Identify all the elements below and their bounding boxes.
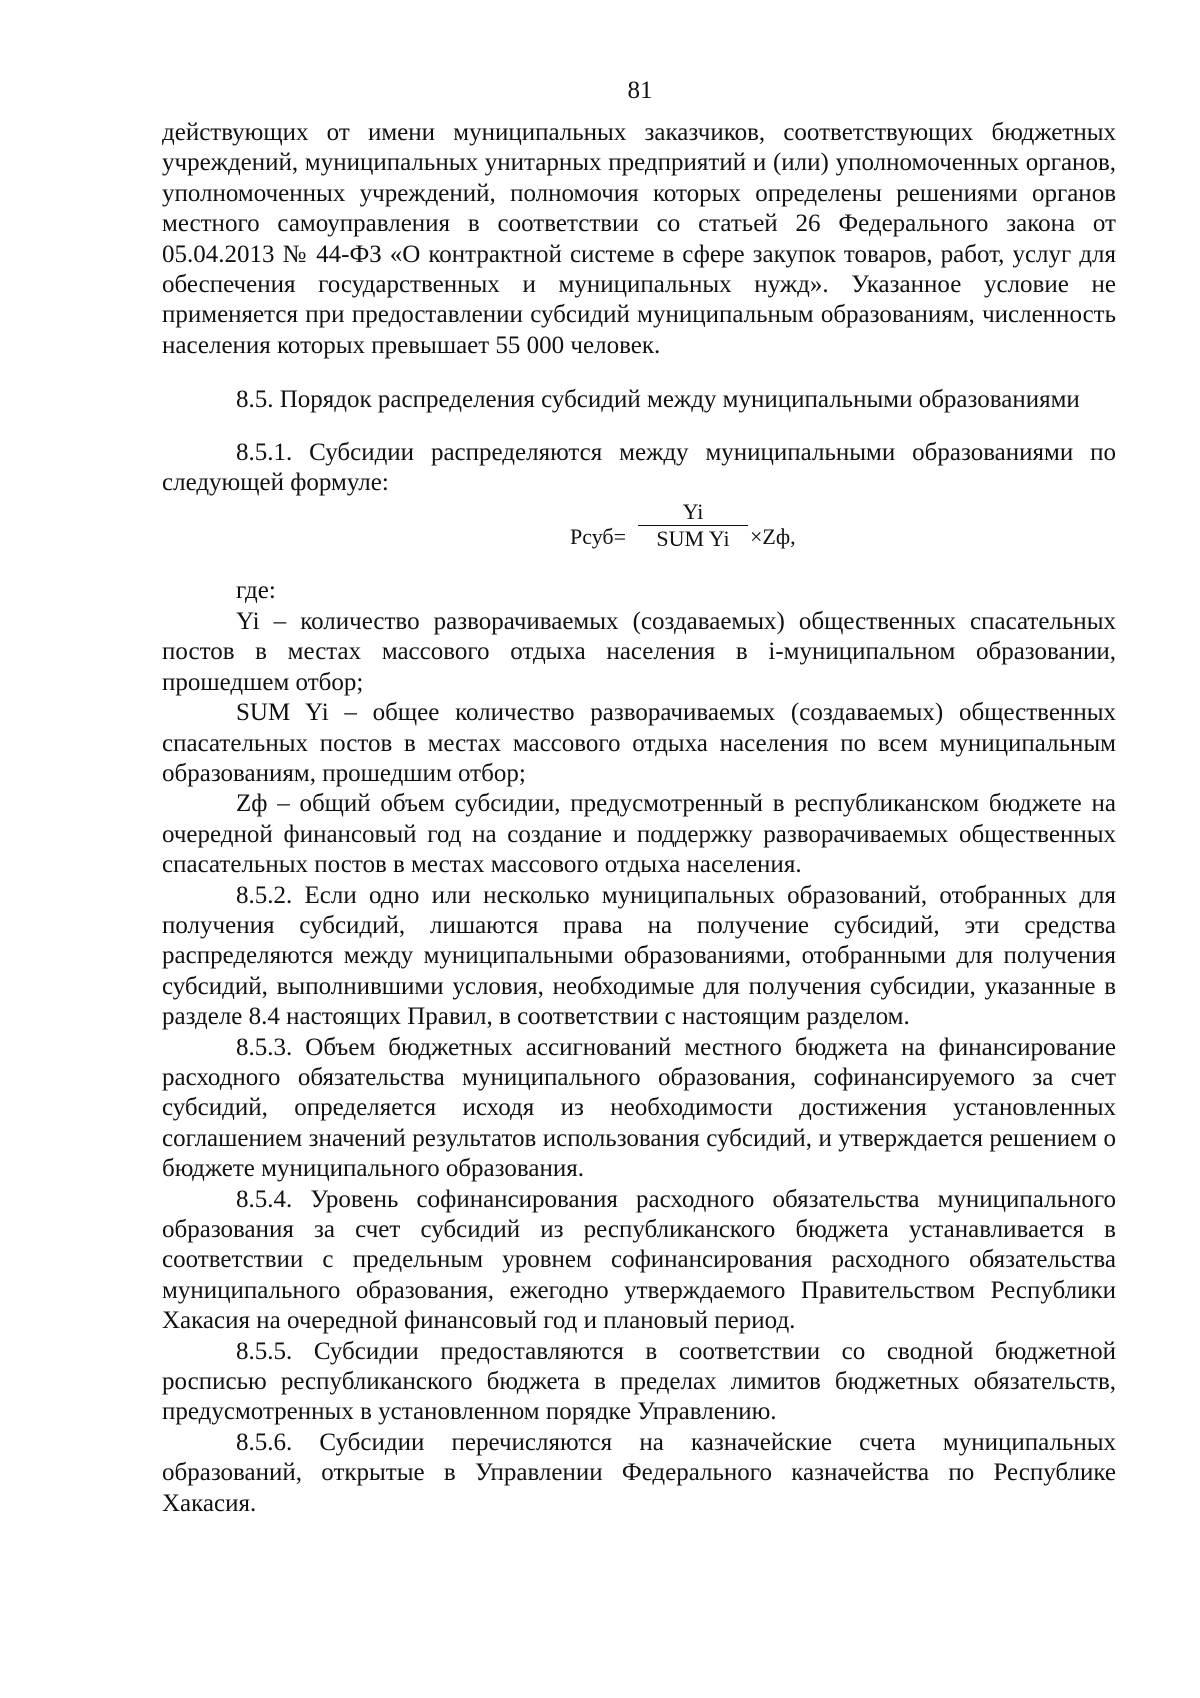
section-heading-8-5: 8.5. Порядок распределения субсидий между муниципальными образованиями	[236, 386, 1080, 414]
paragraph-8-5-2: 8.5.2. Если одно или несколько муниципальных образований, отобранных для получения субсидий, лишаются права на получение субсидий, эти средства распределяются между муниципальными образованиями, отобранными для получения субсидий, выполнившими условия, необходимые для получения субсидии, указанные в разделе 8.4 настоящих Правил, в соответствии с настоящим разделом.	[162, 881, 1116, 1031]
formula-right: ×Zф,	[750, 524, 796, 550]
definition-sum-yi: SUM Yi – общее количество разворачиваемых (создаваемых) общественных спасательных постов в местах массового отдыха населения по всем муниципальным образованиям, прошедшим отбор;	[162, 699, 1116, 787]
formula-denominator: SUM Yi	[656, 526, 730, 552]
definition-zf: Zф – общий объем субсидии, предусмотренный в республиканском бюджете на очередной финансовый год на создание и поддержку разворачиваемых общественных спасательных постов в местах массового отдыха населения.	[162, 790, 1116, 879]
page-number: 81	[627, 77, 653, 104]
paragraph-8-5-5: 8.5.5. Субсидии предоставляются в соответствии со сводной бюджетной росписью республиканского бюджета в пределах лимитов бюджетных обязательств, предусмотренных в установленном порядке Управлению.	[162, 1337, 1116, 1426]
paragraph-8-5-3: 8.5.3. Объем бюджетных ассигнований местного бюджета на финансирование расходного обязательства муниципального образования, софинансируемого за счет субсидий, определяется исходя из необходимости достижения установленных соглашением значений результатов использования субсидий, и утверждается решением о бюджете муниципального образования.	[162, 1033, 1116, 1183]
paragraph-8-5-1: 8.5.1. Субсидии распределяются между муниципальными образованиями по следующей формуле:	[162, 438, 1116, 497]
paragraph-continuation: действующих от имени муниципальных заказчиков, соответствующих бюджетных учреждений, муниципальных унитарных предприятий и (или) уполномоченных органов, уполномоченных учреждений, полномочия которых определены решениями органов местного самоуправления в соответствии со статьей 26 Федерального закона от 05.04.2013 № 44-ФЗ «О контрактной системе в сфере закупок товаров, работ, услуг для обеспечения государственных и муниципальных нужд». Указанное условие не применяется при предоставлении субсидий муниципальным образованиям, численность населения которых превышает 55 000 человек.	[162, 119, 1116, 359]
formula-numerator: Yi	[638, 500, 748, 526]
paragraph-8-5-4: 8.5.4. Уровень софинансирования расходного обязательства муниципального образования за счет субсидий из республиканского бюджета устанавливается в соответствии с предельным уровнем софинансирования расходного обязательства муниципального образования, ежегодно утверждаемого Правительством Республики Хакасия на очередной финансовый год и плановый период.	[162, 1185, 1116, 1335]
definition-yi: Yi – количество разворачиваемых (создаваемых) общественных спасательных постов в местах массового отдыха населения в i-муниципальном образовании, прошедшем отбор;	[162, 607, 1116, 696]
paragraph-8-5-6: 8.5.6. Субсидии перечисляются на казначейские счета муниципальных образований, открытые в Управлении Федерального казначейства по Республике Хакасия.	[162, 1428, 1116, 1517]
formula-left: Pсуб=	[570, 524, 627, 550]
formula-fraction	[638, 500, 748, 551]
document-body	[162, 118, 1116, 1519]
distribution-formula	[162, 500, 1116, 572]
where-label: где:	[236, 577, 276, 605]
